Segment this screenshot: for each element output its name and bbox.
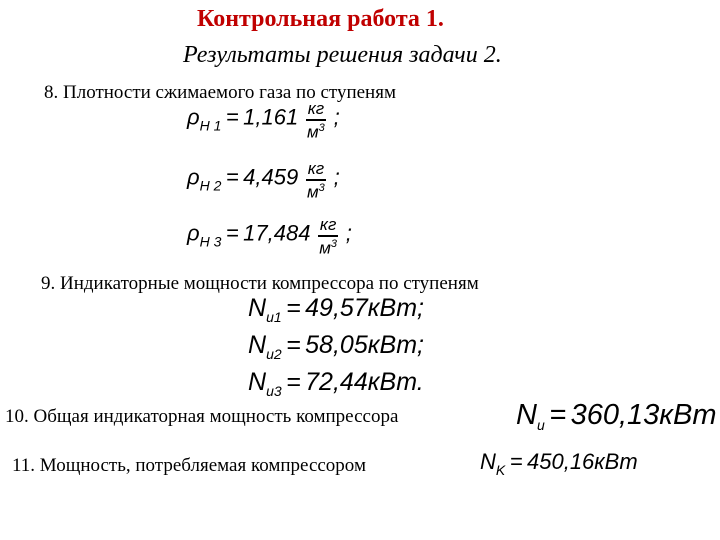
formula-subscript: Н 3: [199, 233, 222, 250]
unit-den-base: м: [307, 122, 319, 142]
unit-denominator: [306, 121, 326, 141]
total-power-value: 360,13кВт: [570, 399, 717, 431]
formula-subscript: Н 2: [199, 177, 222, 194]
slide-subtitle: Результаты решения задачи 2.: [183, 42, 502, 68]
unit-numerator: кг: [306, 100, 326, 121]
unit-numerator: кг: [306, 160, 326, 181]
unit-denominator: [306, 181, 326, 201]
item-10-label: 10. Общая индикаторная мощность компрессора: [5, 406, 399, 427]
formula-subscript: и3: [266, 383, 282, 399]
item-9-label: 9. Индикаторные мощности компрессора по ступеням: [41, 273, 479, 294]
formula-subscript: K: [495, 462, 506, 478]
unit-fraction: [318, 216, 338, 257]
power-value: 72,44кВт.: [305, 368, 424, 396]
formula-terminator: ;: [333, 104, 340, 130]
power-value: 58,05кВт;: [305, 331, 424, 359]
density-value: 17,484: [243, 220, 311, 246]
power-symbol: N: [480, 449, 496, 474]
total-power-formula: [516, 399, 717, 433]
density-formula-stage-1: [187, 100, 340, 141]
unit-fraction: [306, 100, 326, 141]
unit-fraction: [306, 160, 326, 201]
power-formula-stage-3: [248, 368, 424, 399]
unit-power: 3: [318, 182, 325, 194]
formula-subscript: и: [536, 417, 545, 433]
density-formula-stage-3: [187, 216, 352, 257]
formula-subscript: и2: [266, 346, 282, 362]
formula-subscript: Н 1: [199, 117, 222, 134]
equals-sign: =: [509, 449, 523, 474]
equals-sign: =: [225, 164, 239, 190]
rho-symbol: ρ: [187, 164, 200, 190]
equals-sign: =: [286, 331, 301, 359]
power-formula-stage-2: [248, 331, 424, 362]
unit-power: 3: [330, 238, 338, 250]
slide-title: Контрольная работа 1.: [197, 6, 444, 32]
unit-power: 3: [318, 122, 325, 134]
item-11-label: 11. Мощность, потребляемая компрессором: [12, 455, 366, 476]
formula-subscript: и1: [266, 309, 282, 325]
equals-sign: =: [225, 220, 239, 246]
unit-den-base: м: [319, 238, 331, 258]
power-value: 49,57кВт;: [305, 294, 424, 322]
equals-sign: =: [286, 294, 301, 322]
formula-terminator: ;: [333, 164, 340, 190]
density-value: 1,161: [243, 104, 299, 130]
rho-symbol: ρ: [187, 220, 200, 246]
rho-symbol: ρ: [187, 104, 200, 130]
item-8-label: 8. Плотности сжимаемого газа по ступеням: [44, 82, 396, 103]
unit-numerator: кг: [318, 216, 338, 237]
equals-sign: =: [549, 399, 567, 431]
consumed-power-formula: [480, 449, 638, 478]
equals-sign: =: [286, 368, 301, 396]
power-symbol: N: [248, 368, 267, 396]
power-formula-stage-1: [248, 294, 424, 325]
formula-terminator: ;: [345, 220, 352, 246]
unit-den-base: м: [307, 182, 319, 202]
power-symbol: N: [516, 399, 537, 431]
density-value: 4,459: [243, 164, 299, 190]
density-formula-stage-2: [187, 160, 340, 201]
power-symbol: N: [248, 331, 267, 359]
unit-denominator: [318, 237, 338, 257]
power-symbol: N: [248, 294, 267, 322]
equals-sign: =: [225, 104, 239, 130]
consumed-power-value: 450,16кВт: [527, 449, 638, 474]
